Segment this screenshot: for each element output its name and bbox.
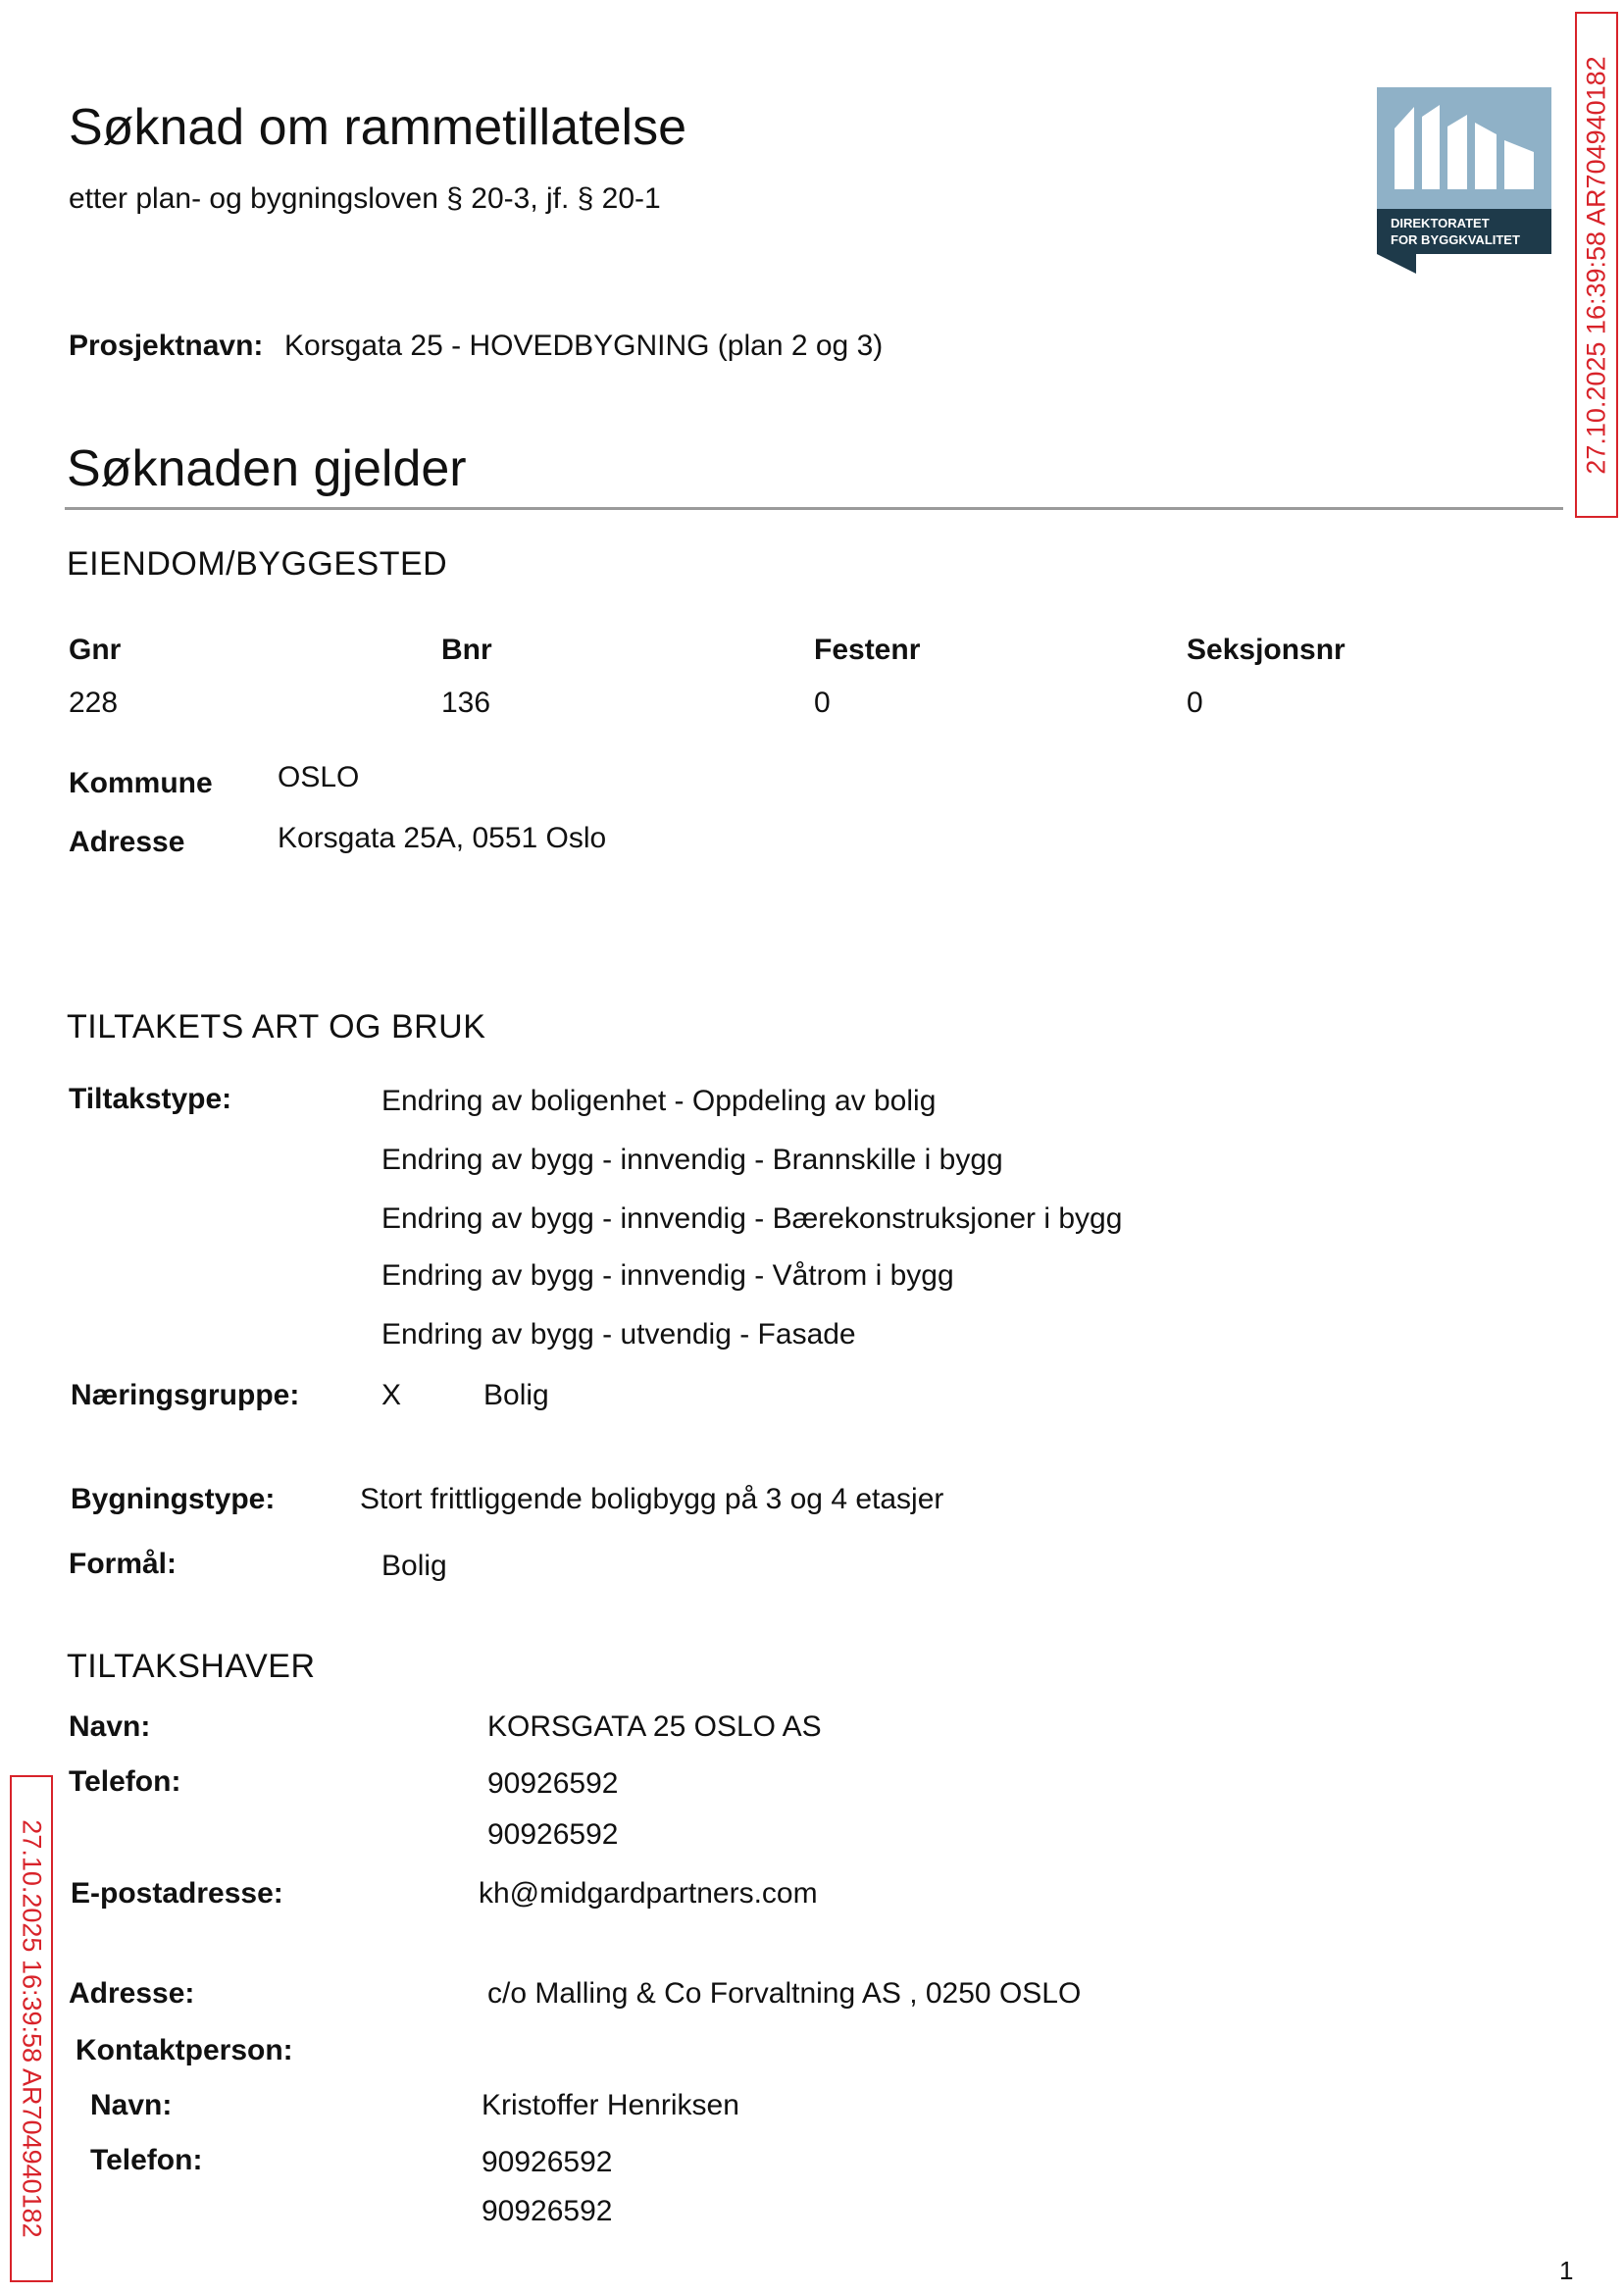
kontakt-navn-label: Navn:: [90, 2089, 173, 2121]
seksjonsnr-label: Seksjonsnr: [1187, 634, 1345, 666]
epost-label: E-postadresse:: [71, 1877, 283, 1910]
document-subtitle: etter plan- og bygningsloven § 20-3, jf. § 20-1: [69, 182, 661, 215]
bygningstype-label: Bygningstype:: [71, 1483, 276, 1515]
gnr-label: Gnr: [69, 634, 122, 666]
dibk-logo: [1377, 87, 1551, 274]
tiltakstype-item: Endring av bygg - innvendig - Bærekonstruksjoner i bygg: [381, 1202, 1123, 1235]
tiltakshaver-telefon-value: 90926592: [487, 1767, 619, 1800]
tiltakshaver-navn-value: KORSGATA 25 OSLO AS: [487, 1710, 822, 1743]
festenr-label: Festenr: [814, 634, 921, 666]
naeringsgruppe-code: X: [381, 1379, 402, 1411]
project-name-label: Prosjektnavn:: [69, 330, 264, 362]
document-title: Søknad om rammetillatelse: [69, 99, 686, 156]
kommune-label: Kommune: [69, 767, 213, 799]
section-heading: Søknaden gjelder: [67, 440, 467, 497]
formal-value: Bolig: [381, 1550, 447, 1582]
naeringsgruppe-value: Bolig: [483, 1379, 549, 1411]
tiltakshaver-navn-label: Navn:: [69, 1710, 151, 1743]
bnr-label: Bnr: [441, 634, 492, 666]
kommune-value: OSLO: [278, 761, 360, 793]
date-stamp-left-text: 27.10.2025 16:39:58 AR704940182: [17, 1819, 47, 2238]
tiltakstype-item: Endring av boligenhet - Oppdeling av bolig: [381, 1085, 937, 1117]
tiltakstype-item: Endring av bygg - innvendig - Våtrom i bygg: [381, 1259, 954, 1292]
kontakt-telefon-value: 90926592: [482, 2195, 613, 2227]
bygningstype-value: Stort frittliggende boligbygg på 3 og 4 etasjer: [360, 1483, 944, 1515]
logo-text-line1: DIREKTORATET: [1391, 216, 1490, 230]
formal-label: Formål:: [69, 1548, 178, 1580]
date-stamp-left: [10, 1775, 53, 2282]
gnr-value: 228: [69, 687, 119, 719]
tiltakshaver-telefon-value: 90926592: [487, 1818, 619, 1851]
section-divider: [65, 507, 1563, 510]
tiltakstype-item: Endring av bygg - utvendig - Fasade: [381, 1318, 856, 1351]
adresse-label: Adresse: [69, 826, 185, 858]
naeringsgruppe-label: Næringsgruppe:: [71, 1379, 300, 1411]
tiltak-heading: TILTAKETS ART OG BRUK: [67, 1008, 486, 1045]
project-name-value: Korsgata 25 - HOVEDBYGNING (plan 2 og 3): [284, 330, 884, 362]
kontakt-navn-value: Kristoffer Henriksen: [482, 2089, 739, 2121]
eiendom-heading: EIENDOM/BYGGESTED: [67, 545, 448, 583]
epost-value: kh@midgardpartners.com: [479, 1877, 818, 1910]
tiltakshaver-telefon-label: Telefon:: [69, 1765, 181, 1798]
seksjonsnr-value: 0: [1187, 687, 1203, 719]
kontakt-telefon-label: Telefon:: [90, 2144, 203, 2176]
logo-text-line2: FOR BYGGKVALITET: [1391, 232, 1520, 247]
date-stamp-right: [1575, 12, 1618, 518]
bnr-value: 136: [441, 687, 491, 719]
date-stamp-right-text: 27.10.2025 16:39:58 AR704940182: [1581, 55, 1611, 475]
tiltakstype-item: Endring av bygg - innvendig - Brannskille i bygg: [381, 1144, 1003, 1176]
kontaktperson-label: Kontaktperson:: [76, 2034, 293, 2066]
tiltakshaver-adresse-label: Adresse:: [69, 1977, 195, 2010]
adresse-value: Korsgata 25A, 0551 Oslo: [278, 822, 607, 854]
tiltakshaver-heading: TILTAKSHAVER: [67, 1648, 316, 1685]
tiltakshaver-adresse-value: c/o Malling & Co Forvaltning AS , 0250 OSLO: [487, 1977, 1082, 2010]
page-number: 1: [1559, 2256, 1574, 2285]
kontakt-telefon-value: 90926592: [482, 2146, 613, 2178]
festenr-value: 0: [814, 687, 831, 719]
tiltakstype-label: Tiltakstype:: [69, 1083, 232, 1115]
